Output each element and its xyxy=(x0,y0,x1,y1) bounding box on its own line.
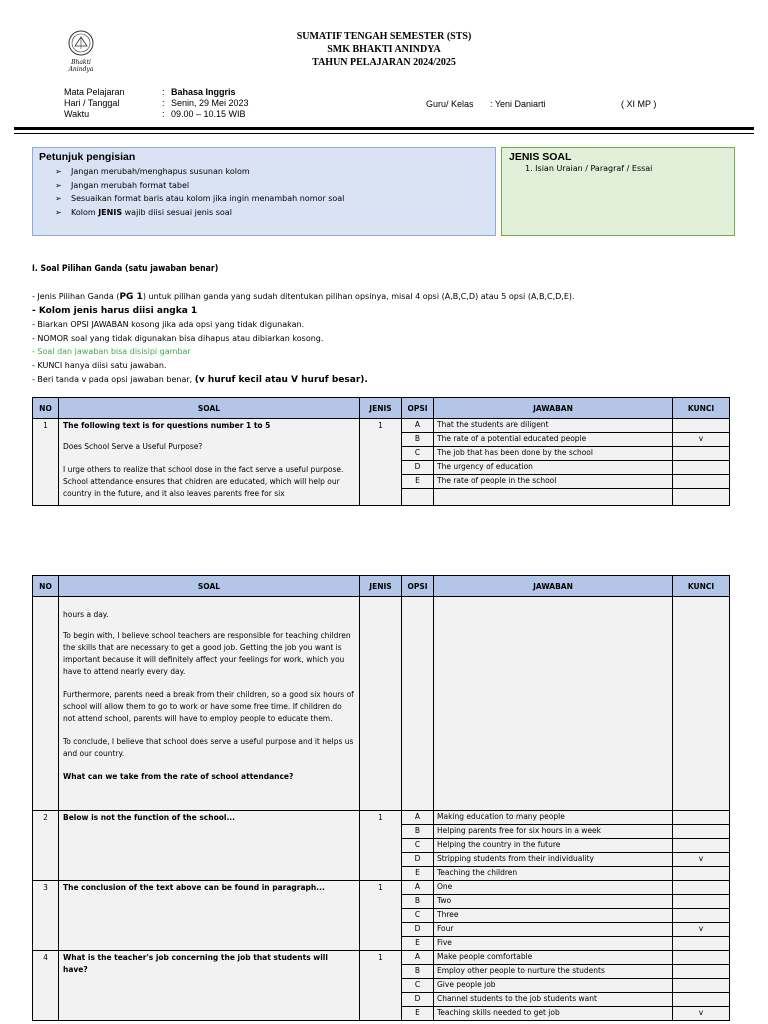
option-letter: B xyxy=(402,433,434,447)
svg-text:Anindya: Anindya xyxy=(68,66,94,73)
option-answer: Helping parents free for six hours in a week xyxy=(434,825,673,839)
question-number: 3 xyxy=(33,881,59,951)
arrow-bullet-icon: ➢ xyxy=(55,207,62,217)
option-key[interactable]: v xyxy=(673,923,730,937)
option-answer: One xyxy=(434,881,673,895)
kelas-value: ( XI MP ) xyxy=(621,99,657,109)
option-key[interactable]: v xyxy=(673,433,730,447)
option-letter: B xyxy=(402,825,434,839)
question-table xyxy=(32,397,730,506)
note-line: - Biarkan OPSI JAWABAN kosong jika ada opsi yang tidak digunakan. xyxy=(32,320,305,330)
table-row xyxy=(33,419,730,433)
note-line: - Soal dan jawaban bisa disisipi gambar xyxy=(32,347,191,357)
question-number: 2 xyxy=(33,811,59,881)
option-answer: Two xyxy=(434,895,673,909)
list-item xyxy=(55,206,344,220)
option-answer xyxy=(434,597,673,811)
option-key[interactable] xyxy=(673,979,730,993)
header-divider xyxy=(14,127,754,130)
option-letter xyxy=(402,489,434,506)
question-number xyxy=(33,597,59,811)
option-letter: D xyxy=(402,853,434,867)
option-letter: B xyxy=(402,965,434,979)
option-answer: That the students are diligent xyxy=(434,419,673,433)
option-key[interactable] xyxy=(673,419,730,433)
guru-label: Guru/ Kelas xyxy=(426,99,474,109)
col-no: NO xyxy=(33,398,59,419)
option-letter: A xyxy=(402,419,434,433)
note-emphasis: (v huruf kecil atau V huruf besar). xyxy=(194,374,368,385)
question-cell xyxy=(59,419,360,506)
question-type-title: JENIS SOAL xyxy=(509,151,572,163)
option-answer: Four xyxy=(434,923,673,937)
instruction-emphasis: JENIS xyxy=(98,207,123,217)
option-key[interactable] xyxy=(673,867,730,881)
mapel-value: Bahasa Inggris xyxy=(171,87,236,97)
table-row xyxy=(33,951,730,965)
instructions-list xyxy=(55,165,345,219)
option-key[interactable] xyxy=(673,489,730,506)
question-title: Below is not the function of the school... xyxy=(59,811,360,881)
hari-label: Hari / Tanggal xyxy=(64,98,120,108)
instruction-text: Jangan merubah/menghapus susunan kolom xyxy=(71,167,250,176)
option-answer: Give people job xyxy=(434,979,673,993)
note-line xyxy=(32,373,575,388)
col-soal: SOAL xyxy=(59,576,360,597)
table-row xyxy=(33,811,730,825)
option-letter xyxy=(402,597,434,811)
option-key[interactable] xyxy=(673,951,730,965)
guru-value: : Yeni Daniarti xyxy=(490,99,546,109)
option-key[interactable] xyxy=(673,895,730,909)
option-letter: D xyxy=(402,461,434,475)
option-letter: A xyxy=(402,881,434,895)
arrow-bullet-icon: ➢ xyxy=(55,167,62,176)
col-no: NO xyxy=(33,576,59,597)
option-key[interactable] xyxy=(673,839,730,853)
table-header-row xyxy=(33,398,730,419)
col-jawaban: JAWABAN xyxy=(434,576,673,597)
table-row xyxy=(33,881,730,895)
option-letter: E xyxy=(402,867,434,881)
question-paragraph: To begin with, I believe school teachers are responsible for teaching children the skills that are necessary to get a good job. Getting the job you want is important because it will definitely affect your feelings for work, which you have to attend nearly every day. xyxy=(63,631,351,676)
question-paragraph: I urge others to realize that school dose in the fact serve a useful purpose. School attendance ensures that chidren are educated, which will help our country in the future, and it also leaves parents free for six xyxy=(63,465,344,498)
instructions-title: Petunjuk pengisian xyxy=(39,151,136,163)
question-table xyxy=(32,575,730,1021)
option-key[interactable] xyxy=(673,597,730,811)
option-key[interactable] xyxy=(673,447,730,461)
arrow-bullet-icon: ➢ xyxy=(55,194,62,203)
option-answer: The rate of a potential educated people xyxy=(434,433,673,447)
svg-text:Bhakti: Bhakti xyxy=(71,59,91,66)
school-name: SMK BHAKTI ANINDYA xyxy=(327,44,441,55)
option-letter: B xyxy=(402,895,434,909)
col-jenis: JENIS xyxy=(360,398,402,419)
question-paragraph: To conclude, I believe that school does serve a useful purpose and it helps us and our country. xyxy=(63,737,354,758)
section-notes xyxy=(32,290,575,387)
note-text: - Jenis Pilihan Ganda ( xyxy=(32,292,120,301)
question-type-item: 1. Isian Uraian / Paragraf / Essai xyxy=(525,164,653,173)
colon: : xyxy=(162,109,165,119)
question-type: 1 xyxy=(360,419,402,506)
option-letter: C xyxy=(402,979,434,993)
option-letter: A xyxy=(402,951,434,965)
note-line: - KUNCI hanya diisi satu jawaban. xyxy=(32,360,167,370)
option-key[interactable] xyxy=(673,881,730,895)
option-letter: E xyxy=(402,937,434,951)
option-answer: Three xyxy=(434,909,673,923)
option-answer: Make people comfortable xyxy=(434,951,673,965)
col-kunci: KUNCI xyxy=(673,576,730,597)
option-answer: Making education to many people xyxy=(434,811,673,825)
option-key[interactable] xyxy=(673,937,730,951)
question-type: 1 xyxy=(360,881,402,951)
question-text: What can we take from the rate of school attendance? xyxy=(63,772,294,781)
question-type: 1 xyxy=(360,811,402,881)
option-letter: C xyxy=(402,839,434,853)
colon: : xyxy=(162,87,165,97)
col-jenis: JENIS xyxy=(360,576,402,597)
instruction-text: Sesuaikan format baris atau kolom jika ingin menambah nomor soal xyxy=(71,194,345,203)
question-type-box xyxy=(501,147,735,236)
info-values xyxy=(171,87,249,120)
list-item xyxy=(55,179,344,193)
option-letter: A xyxy=(402,811,434,825)
col-opsi: OPSI xyxy=(402,576,434,597)
question-paragraph: hours a day. xyxy=(63,610,109,619)
table-row xyxy=(33,597,730,811)
list-item xyxy=(55,165,344,179)
option-letter: D xyxy=(402,993,434,1007)
option-key[interactable] xyxy=(673,825,730,839)
question-type: 1 xyxy=(360,951,402,1021)
col-opsi: OPSI xyxy=(402,398,434,419)
colon: : xyxy=(162,98,165,108)
option-answer: Teaching the children xyxy=(434,867,673,881)
school-logo xyxy=(60,28,102,76)
option-answer: Five xyxy=(434,937,673,951)
question-title: The following text is for questions number 1 to 5 xyxy=(63,421,271,430)
instruction-text: Kolom xyxy=(71,207,96,217)
instruction-text: Jangan merubah format tabel xyxy=(71,180,190,190)
option-answer xyxy=(434,489,673,506)
exam-title: SUMATIF TENGAH SEMESTER (STS) xyxy=(296,31,472,42)
mapel-label: Mata Pelajaran xyxy=(64,87,125,97)
option-answer: Stripping students from their individuality xyxy=(434,853,673,867)
instruction-text: wajib diisi sesuai jenis soal xyxy=(124,207,232,217)
option-letter: C xyxy=(402,909,434,923)
info-labels xyxy=(64,87,125,120)
note-line: - NOMOR soal yang tidak digunakan bisa dihapus atau dibiarkan kosong. xyxy=(32,333,324,343)
question-title: The conclusion of the text above can be found in paragraph... xyxy=(59,881,360,951)
option-key[interactable] xyxy=(673,993,730,1007)
instructions-box xyxy=(32,147,496,236)
note-emphasis: PG 1 xyxy=(119,292,143,302)
option-key[interactable] xyxy=(673,811,730,825)
question-paragraph: Furthermore, parents need a break from their children, so a good six hours of school will allow them to go to work or have some free time. If children do not attend school, parents will have to employ people to educate them. xyxy=(63,690,354,723)
option-answer: Teaching skills needed to get job xyxy=(434,1007,673,1021)
waktu-label: Waktu xyxy=(64,109,90,119)
question-cell xyxy=(59,597,360,811)
option-answer: Employ other people to nurture the students xyxy=(434,965,673,979)
option-key[interactable] xyxy=(673,965,730,979)
option-letter: E xyxy=(402,475,434,489)
option-answer: The urgency of education xyxy=(434,461,673,475)
option-answer: Channel students to the job students want xyxy=(434,993,673,1007)
waktu-value: 09.00 – 10.15 WIB xyxy=(171,109,246,119)
option-letter: C xyxy=(402,447,434,461)
question-type xyxy=(360,597,402,811)
question-number: 4 xyxy=(33,951,59,1021)
note-line xyxy=(32,290,575,305)
col-jawaban: JAWABAN xyxy=(434,398,673,419)
hari-value: Senin, 29 Mei 2023 xyxy=(171,98,249,108)
academic-year: TAHUN PELAJARAN 2024/2025 xyxy=(312,57,456,68)
option-key[interactable] xyxy=(673,461,730,475)
question-number: 1 xyxy=(33,419,59,506)
option-answer: The rate of people in the school xyxy=(434,475,673,489)
table-header-row xyxy=(33,576,730,597)
option-answer: The job that has been done by the school xyxy=(434,447,673,461)
arrow-bullet-icon: ➢ xyxy=(55,180,62,190)
info-colons xyxy=(162,87,165,120)
list-item xyxy=(55,192,345,206)
note-text: ) untuk pilihan ganda yang sudah ditentukan pilihan opsinya, misal 4 opsi (A,B,C,D) atau 5 opsi (A,B,C,D,E). xyxy=(142,292,575,301)
option-key[interactable]: v xyxy=(673,853,730,867)
header-divider-thin xyxy=(14,133,754,134)
col-soal: SOAL xyxy=(59,398,360,419)
col-kunci: KUNCI xyxy=(673,398,730,419)
option-answer: Helping the country in the future xyxy=(434,839,673,853)
option-key[interactable]: v xyxy=(673,1007,730,1021)
note-line: - Kolom jenis harus diisi angka 1 xyxy=(32,305,198,316)
option-letter: E xyxy=(402,1007,434,1021)
option-letter: D xyxy=(402,923,434,937)
option-key[interactable] xyxy=(673,475,730,489)
option-key[interactable] xyxy=(673,909,730,923)
section-title: I. Soal Pilihan Ganda (satu jawaban benar) xyxy=(32,264,219,274)
note-text: - Beri tanda v pada opsi jawaban benar, xyxy=(32,374,195,384)
question-paragraph: Does School Serve a Useful Purpose? xyxy=(63,442,203,451)
question-title: What is the teacher's job concerning the job that students will have? xyxy=(59,951,360,1021)
